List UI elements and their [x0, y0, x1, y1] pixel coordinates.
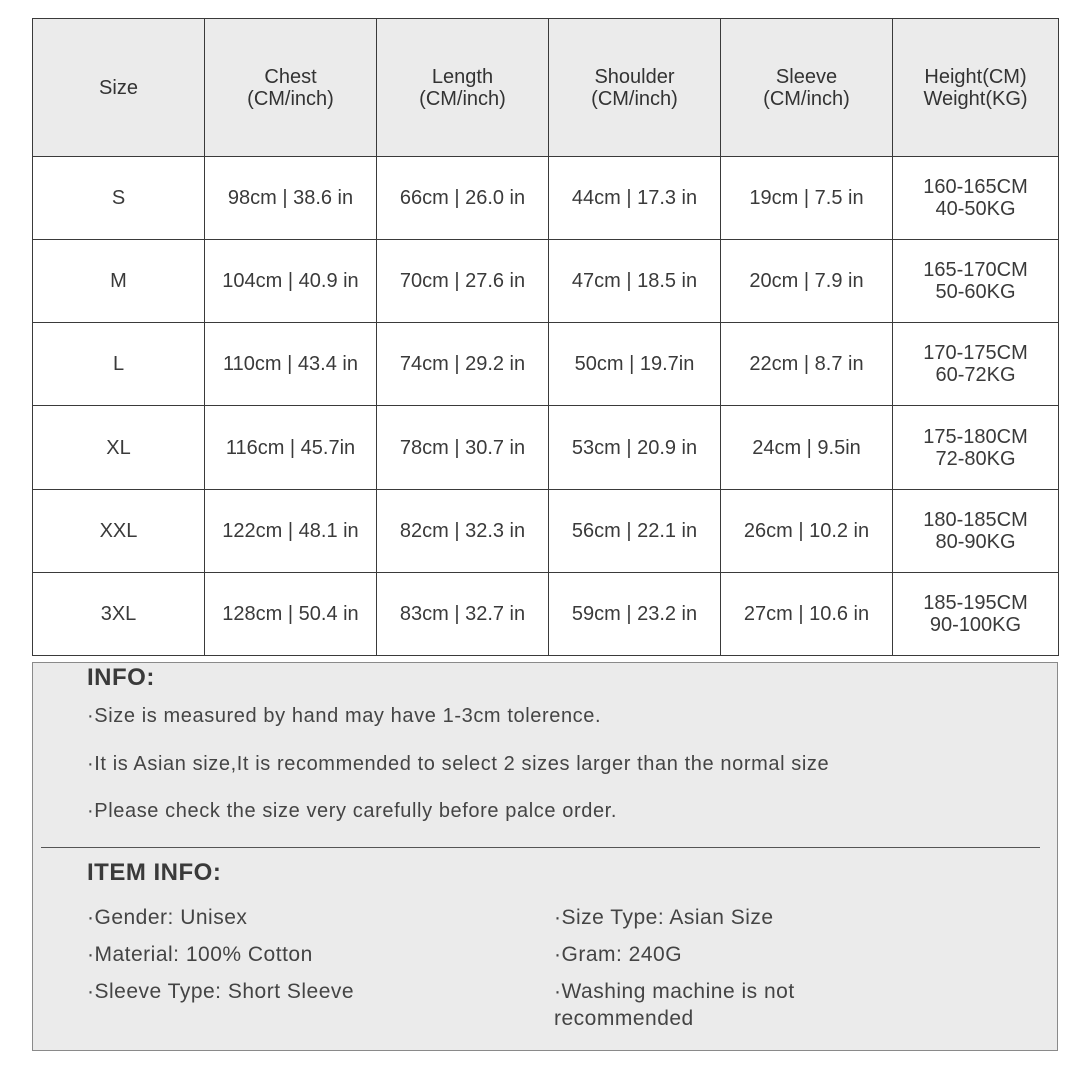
sleeve-cell: 20cm | 7.9 in: [721, 240, 893, 323]
weight-value: 72-80KG: [935, 447, 1016, 470]
height-weight-cell: [893, 406, 1059, 489]
header-shoulder: Shoulder (CM/inch): [549, 19, 721, 157]
shoulder-cell: 59cm | 23.2 in: [549, 572, 721, 655]
info-note: ·Size is measured by hand may have 1-3cm tolerence.: [87, 705, 602, 727]
info-note: ·It is Asian size,It is recommended to select 2 sizes larger than the normal size: [87, 753, 830, 775]
size-cell: XL: [33, 406, 205, 489]
header-height-weight: Height(CM) Weight(KG): [893, 19, 1059, 157]
weight-value: 90-100KG: [929, 613, 1022, 636]
size-cell: S: [33, 157, 205, 240]
table-row: [33, 489, 1059, 572]
sleeve-cell: 24cm | 9.5in: [721, 406, 893, 489]
spec-gender: ·Gender: Unisex: [87, 906, 248, 929]
chest-cell: 122cm | 48.1 in: [205, 489, 377, 572]
table-row: [33, 572, 1059, 655]
sleeve-cell: 26cm | 10.2 in: [721, 489, 893, 572]
shoulder-cell: 44cm | 17.3 in: [549, 157, 721, 240]
chest-cell: 128cm | 50.4 in: [205, 572, 377, 655]
info-note: ·Please check the size very carefully before palce order.: [87, 800, 618, 822]
table-row: [33, 323, 1059, 406]
height-weight-cell: [893, 572, 1059, 655]
height-weight-cell: [893, 323, 1059, 406]
weight-value: 60-72KG: [935, 364, 1016, 387]
header-length: Length (CM/inch): [377, 19, 549, 157]
height-value: 185-195CM: [923, 591, 1028, 614]
length-cell: 66cm | 26.0 in: [377, 157, 549, 240]
table-row: [33, 406, 1059, 489]
length-cell: 74cm | 29.2 in: [377, 323, 549, 406]
size-chart-table: [32, 18, 1059, 656]
height-weight-cell: [893, 157, 1059, 240]
table-row: [33, 240, 1059, 323]
height-value: 175-180CM: [923, 425, 1028, 448]
height-value: 170-175CM: [923, 342, 1028, 365]
shoulder-cell: 56cm | 22.1 in: [549, 489, 721, 572]
spec-gram: ·Gram: 240G: [554, 943, 683, 966]
weight-value: 80-90KG: [935, 530, 1016, 553]
height-value: 165-170CM: [923, 259, 1028, 282]
size-cell: XXL: [33, 489, 205, 572]
header-chest: Chest (CM/inch): [205, 19, 377, 157]
shoulder-cell: 53cm | 20.9 in: [549, 406, 721, 489]
shoulder-cell: 50cm | 19.7in: [549, 323, 721, 406]
length-cell: 82cm | 32.3 in: [377, 489, 549, 572]
chest-cell: 116cm | 45.7in: [205, 406, 377, 489]
length-cell: 83cm | 32.7 in: [377, 572, 549, 655]
size-cell: L: [33, 323, 205, 406]
size-cell: 3XL: [33, 572, 205, 655]
sleeve-cell: 27cm | 10.6 in: [721, 572, 893, 655]
height-value: 180-185CM: [923, 508, 1028, 531]
header-size: Size: [33, 19, 205, 157]
header-sleeve: Sleeve (CM/inch): [721, 19, 893, 157]
shoulder-cell: 47cm | 18.5 in: [549, 240, 721, 323]
weight-value: 50-60KG: [935, 281, 1016, 304]
chest-cell: 98cm | 38.6 in: [205, 157, 377, 240]
spec-size-type: ·Size Type: Asian Size: [554, 906, 774, 929]
chest-cell: 104cm | 40.9 in: [205, 240, 377, 323]
sleeve-cell: 19cm | 7.5 in: [721, 157, 893, 240]
spec-washing: ·Washing machine is not recommended: [554, 980, 795, 1030]
height-weight-cell: [893, 489, 1059, 572]
height-weight-cell: [893, 240, 1059, 323]
weight-value: 40-50KG: [935, 198, 1016, 221]
section-divider: [41, 847, 1040, 848]
info-title: INFO:: [87, 664, 155, 691]
chest-cell: 110cm | 43.4 in: [205, 323, 377, 406]
item-info-title: ITEM INFO:: [87, 859, 222, 886]
spec-material: ·Material: 100% Cotton: [87, 943, 313, 966]
table-header-row: [33, 19, 1059, 157]
table-row: [33, 157, 1059, 240]
size-cell: M: [33, 240, 205, 323]
length-cell: 78cm | 30.7 in: [377, 406, 549, 489]
spec-sleeve-type: ·Sleeve Type: Short Sleeve: [87, 980, 355, 1003]
height-value: 160-165CM: [923, 176, 1028, 199]
info-panel: [32, 662, 1058, 1051]
length-cell: 70cm | 27.6 in: [377, 240, 549, 323]
sleeve-cell: 22cm | 8.7 in: [721, 323, 893, 406]
